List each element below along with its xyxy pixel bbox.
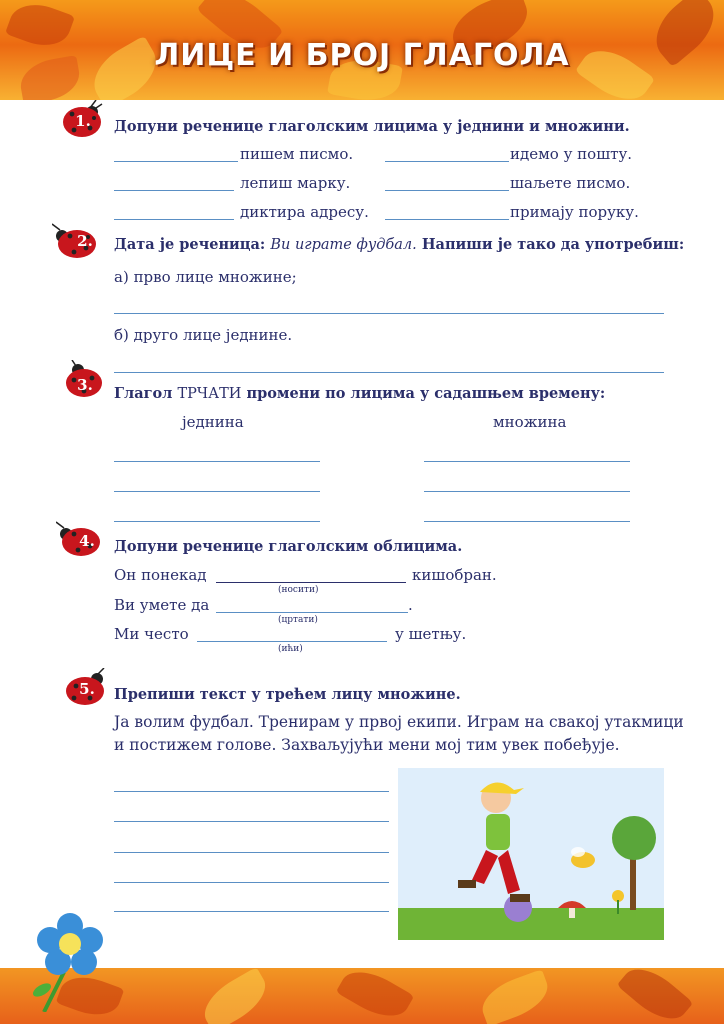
ex5-text-line2: и постижем голове. Захваљујући мени мој тим увек побеђује. (114, 736, 620, 754)
ex4-s3-end: у шетњу. (395, 625, 467, 643)
answer-line[interactable] (114, 491, 320, 492)
column-singular-label: једнина (182, 413, 244, 431)
answer-line[interactable] (424, 491, 630, 492)
answer-line[interactable] (114, 313, 664, 314)
flower-icon (24, 912, 114, 1012)
ex1-row3-right: примају поруку. (510, 203, 639, 221)
answer-line[interactable] (114, 911, 389, 912)
ex4-s2-hint: (цртати) (278, 615, 318, 625)
ex4-s2-start: Ви умете да (114, 596, 210, 614)
exercise-5-number: 5. (79, 680, 95, 698)
answer-line[interactable] (114, 521, 320, 522)
given-sentence: Ви играте фудбал. (270, 237, 417, 253)
answer-line[interactable] (114, 219, 234, 220)
answer-line[interactable] (216, 612, 408, 613)
answer-line[interactable] (114, 821, 389, 822)
ex1-row1-right: идемо у пошту. (510, 145, 633, 163)
verb: ТРЧАТИ (177, 386, 242, 402)
ex4-s1-hint: (носити) (278, 585, 319, 595)
answer-line[interactable] (216, 582, 406, 583)
ex1-row2-left: лепиш марку. (240, 174, 351, 192)
prompt-part: Дата је реченица: (114, 236, 266, 253)
answer-line[interactable] (385, 190, 509, 191)
answer-line[interactable] (385, 219, 509, 220)
answer-line[interactable] (114, 161, 238, 162)
prompt-part: промени по лицима у садашњем времену: (246, 385, 606, 402)
answer-line[interactable] (114, 791, 389, 792)
exercise-2-number: 2. (77, 232, 93, 250)
answer-line[interactable] (424, 461, 630, 462)
page-title: ЛИЦЕ И БРОЈ ГЛАГОЛА (154, 38, 570, 73)
ex4-s1-end: кишобран. (412, 566, 497, 584)
column-plural-label: множина (493, 413, 567, 431)
ex4-s3-hint: (ићи) (278, 644, 303, 654)
answer-line[interactable] (114, 852, 389, 853)
exercise-4-number: 4. (79, 532, 95, 550)
exercise-1-number: 1. (75, 112, 91, 130)
answer-line[interactable] (114, 190, 234, 191)
ex4-s1-start: Он понекад (114, 566, 207, 584)
answer-line[interactable] (114, 461, 320, 462)
ex4-s2-end: . (408, 596, 413, 614)
ex4-s3-start: Ми често (114, 625, 189, 643)
ex5-text-line1: Ја волим фудбал. Тренирам у првој екипи. Играм на свакој утакмици (114, 713, 684, 731)
ex1-row2-right: шаљете писмо. (510, 174, 631, 192)
exercise-3-prompt (114, 385, 605, 402)
ex1-row1-left: пишем писмо. (240, 145, 354, 163)
boy-football-illustration (398, 768, 664, 940)
exercise-4-prompt: Допуни реченице глаголским облицима. (114, 538, 463, 555)
answer-line[interactable] (385, 161, 509, 162)
answer-line[interactable] (114, 372, 664, 373)
exercise-1-prompt: Допуни реченице глаголским лицима у једнини и множини. (114, 118, 630, 135)
ex2-item-a: а) прво лице множине; (114, 268, 297, 286)
exercise-3-number: 3. (77, 376, 93, 394)
exercise-2-prompt (114, 236, 684, 253)
ex2-item-b: б) друго лице једнине. (114, 326, 293, 344)
answer-line[interactable] (197, 641, 387, 642)
prompt-part: Напиши је тако да употребиш: (421, 236, 685, 253)
answer-line[interactable] (424, 521, 630, 522)
ex1-row3-left: диктира адресу. (240, 203, 369, 221)
exercise-5-prompt: Препиши текст у трећем лицу множине. (114, 686, 461, 703)
prompt-part: Глагол (114, 385, 173, 402)
answer-line[interactable] (114, 882, 389, 883)
